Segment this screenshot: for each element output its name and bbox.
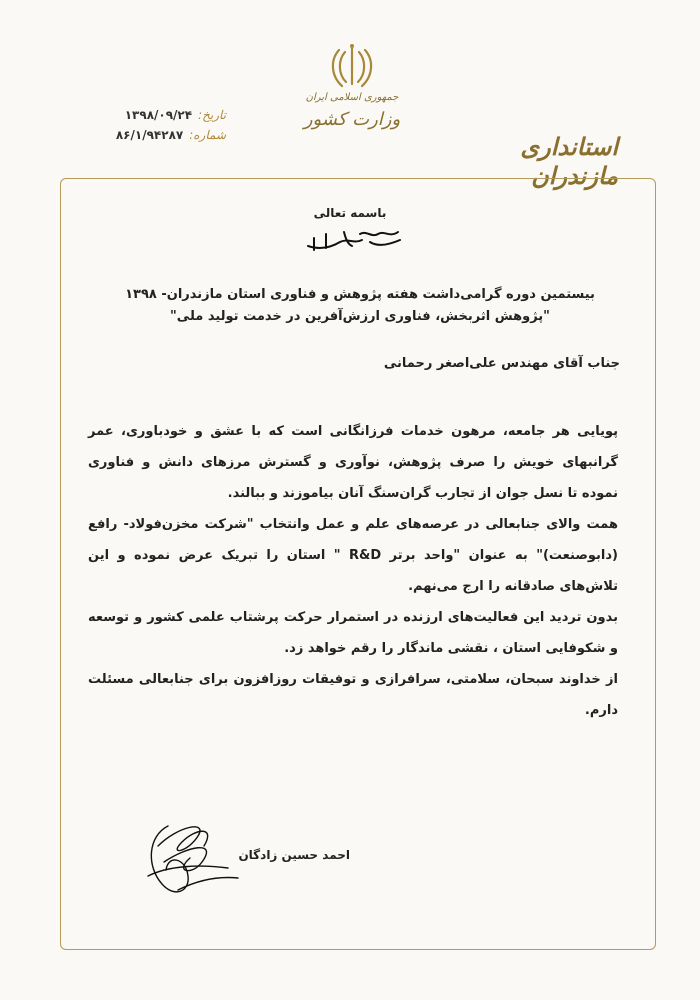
date-value: ۱۳۹۸/۰۹/۲۴ <box>124 108 193 122</box>
letter-body <box>88 416 618 726</box>
number-label: شماره: <box>189 128 226 142</box>
title-line-2: "پژوهش اثربخش، فناوری ارزش‌آفرین در خدمت تولید ملی" <box>170 309 550 324</box>
paragraph-1: پویایی هر جامعه، مرهون خدمات فرزانگانی است که با عشق و خودباوری، عمر گرانبهای خویش را صرف پژوهش، نوآوری و گسترش مرزهای دانش و فناوری نموده تا نسل جوان از تجارب گران‌سنگ آنان بیاموزند و ببالند. <box>88 424 618 501</box>
date-row <box>86 108 226 122</box>
iran-emblem-icon <box>328 40 376 90</box>
number-value: ۸۶/۱/۹۴۲۸۷ <box>115 128 184 142</box>
recipient: جناب آقای مهندس علی‌اصغر رحمانی <box>383 356 620 371</box>
paragraph-2: همت والای جنابعالی در عرصه‌های علم و عمل وانتخاب "شرکت مخزن‌فولاد- رافع (دابوصنعت)" به عنوان "واحد برتر R&D " استان را تبریک عرض نموده و این تلاش‌های صادقانه را ارج می‌نهم. <box>88 517 618 594</box>
number-row <box>86 128 226 142</box>
signer-name: احمد حسین زادگان <box>238 848 350 862</box>
paragraph-4: از خداوند سبحان، سلامتی، سرافرازی و توفیقات روزافزون برای جنابعالی مسئلت دارم. <box>88 672 618 718</box>
title-line-1: بیستمین دوره گرامی‌داشت هفته پژوهش و فناوری استان مازندران- ۱۳۹۸ <box>125 287 595 302</box>
letter-meta <box>86 108 226 148</box>
date-label: تاریخ: <box>198 108 226 122</box>
basmala: باسمه تعالی <box>313 206 387 220</box>
ministry-country: جمهوری اسلامی ایران <box>305 92 399 103</box>
paragraph-3: بدون تردید این فعالیت‌های ارزنده در استمرار حرکت پرشتاب علمی کشور و توسعه و شکوفایی استان ، نقشی ماندگار را رقم خواهد زد. <box>88 610 618 656</box>
year-slogan-calligraphy <box>300 220 410 256</box>
letter-title <box>100 284 620 328</box>
ministry-block <box>300 92 404 130</box>
governorate-name: استانداری مازندران <box>520 132 618 190</box>
ministry-name: وزارت کشور <box>303 109 401 130</box>
